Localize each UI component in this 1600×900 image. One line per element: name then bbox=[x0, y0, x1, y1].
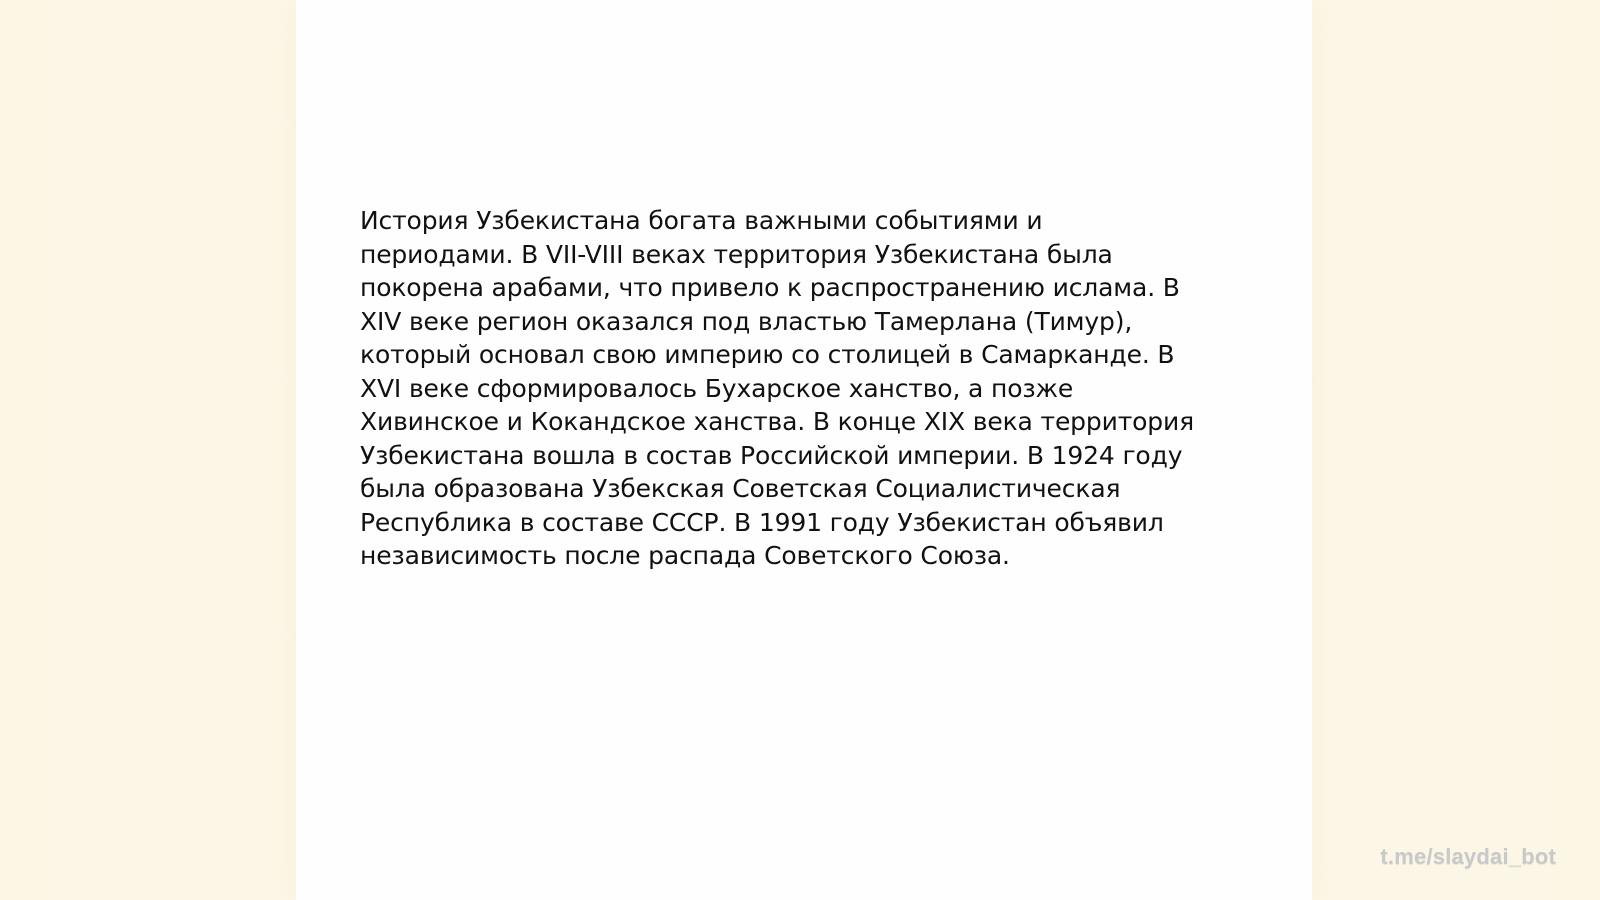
watermark-link[interactable]: t.me/slaydai_bot bbox=[1380, 844, 1556, 869]
slide-panel bbox=[296, 0, 1312, 900]
slide-body-text: История Узбекистана богата важными событиями и периодами. В VII-VIII веках территория Узбекистана была покорена арабами, что привело к распространению ислама. В XIV веке регион оказался под властью Тамерлана (Тимур), который основал свою империю со столицей в Самарканде. В XVI веке сформировалось Бухарское ханство, а позже Хивинское и Кокандское ханства. В конце XIX века территория Узбекистана вошла в состав Российской империи. В 1924 году была образована Узбекская Советская Социалистическая Республика в составе СССР. В 1991 году Узбекистан объявил независимость после распада Советского Союза. bbox=[360, 206, 1194, 570]
